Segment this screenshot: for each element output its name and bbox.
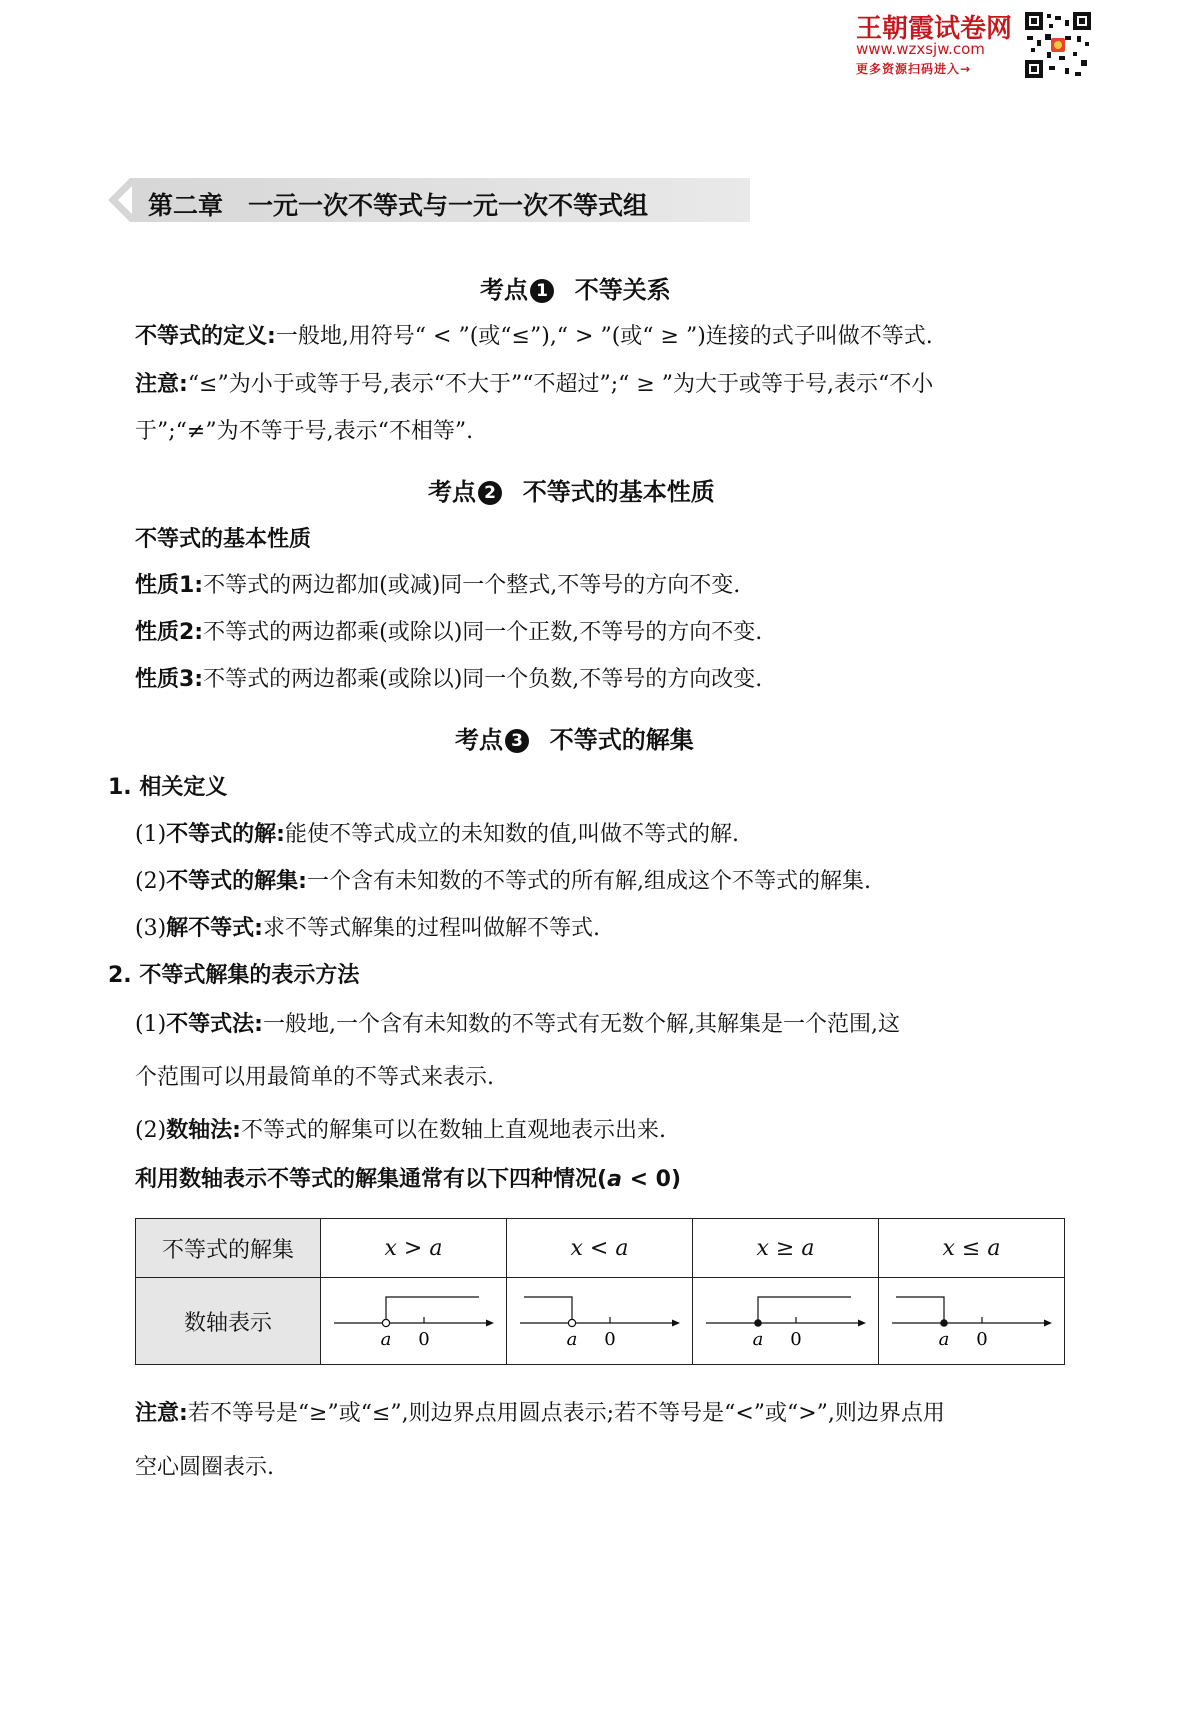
number-line-diagram <box>696 1283 876 1353</box>
property-label: 性质1: <box>135 573 204 598</box>
table-row <box>136 1219 1065 1278</box>
site-logo-title: 王朝霞试卷网 <box>856 14 1013 44</box>
property-label: 性质2: <box>135 620 204 645</box>
definition-item <box>135 911 600 942</box>
table-row-head: 不等式的解集 <box>136 1219 321 1278</box>
table-row <box>136 1278 1065 1365</box>
property-line <box>135 662 762 693</box>
item-label: 不等式的解集: <box>166 869 307 894</box>
item-label: 数轴法: <box>166 1118 241 1143</box>
axis-label-zero: 0 <box>603 1329 616 1350</box>
section-heading-2 <box>428 472 715 507</box>
number-line-diagram <box>882 1283 1062 1353</box>
axis-label-a: a <box>380 1329 391 1350</box>
item-label: 不等式的解: <box>166 822 285 847</box>
item-text: 不等式的解集可以在数轴上直观地表示出来. <box>240 1118 666 1143</box>
item-number: (2) <box>135 869 167 894</box>
definition-text: 一般地,用符号“ < ”(或“≤”),“ > ”(或“ ≥ ”)连接的式子叫做不等式. <box>275 324 933 349</box>
section-title: 不等关系 <box>574 276 671 304</box>
item-number: (1) <box>135 822 167 847</box>
note-label: 注意: <box>135 1401 188 1426</box>
note-line-continued: 空心圆圈表示. <box>135 1455 274 1480</box>
number-line-cell <box>507 1278 693 1365</box>
property-text: 不等式的两边都加(或减)同一个整式,不等号的方向不变. <box>203 573 741 598</box>
section-number-icon: 1 <box>530 279 554 303</box>
property-label: 性质3: <box>135 667 204 692</box>
number-line-diagram <box>324 1283 504 1353</box>
definition-label: 不等式的定义: <box>135 324 276 349</box>
number-line-cell <box>321 1278 507 1365</box>
section-title: 不等式的基本性质 <box>522 478 715 506</box>
subheading: 不等式的基本性质 <box>135 527 312 552</box>
property-text: 不等式的两边都乘(或除以)同一个负数,不等号的方向改变. <box>203 667 763 692</box>
table-cell-case: x ≥ a <box>693 1219 879 1278</box>
note-line <box>135 1396 945 1427</box>
site-logo-url: www.wzxsjw.com <box>856 40 985 58</box>
item-number: (1) <box>135 1012 167 1037</box>
method-line <box>135 1007 900 1038</box>
section-label: 考点 <box>428 478 476 506</box>
solution-set-table <box>135 1218 1065 1365</box>
number-line-cell <box>879 1278 1065 1365</box>
axis-label-zero: 0 <box>789 1329 802 1350</box>
property-text: 不等式的两边都乘(或除以)同一个正数,不等号的方向不变. <box>203 620 763 645</box>
table-row-head: 数轴表示 <box>136 1278 321 1365</box>
item-label: 不等式法: <box>166 1012 263 1037</box>
section-title: 不等式的解集 <box>549 726 694 754</box>
table-cell-case: x > a <box>321 1219 507 1278</box>
section-number-icon: 2 <box>478 481 502 505</box>
section-number-icon: 3 <box>505 729 529 753</box>
table-intro-end: < 0) <box>621 1167 682 1192</box>
chapter-title: 第二章 一元一次不等式与一元一次不等式组 <box>148 191 649 220</box>
number-line-cell <box>693 1278 879 1365</box>
table-intro <box>135 1162 681 1193</box>
table-intro-text: 利用数轴表示不等式的解集通常有以下四种情况( <box>135 1167 608 1192</box>
table-intro-var: a <box>607 1167 622 1192</box>
qr-code-icon <box>1025 12 1091 78</box>
property-line <box>135 615 762 646</box>
item-text: 一个含有未知数的不等式的所有解,组成这个不等式的解集. <box>306 869 871 894</box>
item-heading: 2. 不等式解集的表示方法 <box>108 963 360 988</box>
axis-label-a: a <box>566 1329 577 1350</box>
note-text: 若不等号是“≥”或“≤”,则边界点用圆点表示;若不等号是“<”或“>”,则边界点用 <box>187 1401 945 1426</box>
definition-item <box>135 817 739 848</box>
item-label: 解不等式: <box>166 916 263 941</box>
item-number: (2) <box>135 1118 167 1143</box>
section-label: 考点 <box>480 276 528 304</box>
note-line <box>135 367 933 398</box>
section-heading-3 <box>455 720 694 755</box>
item-text: 能使不等式成立的未知数的值,叫做不等式的解. <box>284 822 739 847</box>
section-heading-1 <box>480 270 671 305</box>
note-label: 注意: <box>135 372 188 397</box>
property-line <box>135 568 740 599</box>
axis-label-a: a <box>752 1329 763 1350</box>
table-cell-case: x < a <box>507 1219 693 1278</box>
method-line <box>135 1113 666 1144</box>
table-cell-case: x ≤ a <box>879 1219 1065 1278</box>
item-text: 求不等式解集的过程叫做解不等式. <box>262 916 600 941</box>
number-line-diagram <box>510 1283 690 1353</box>
item-text: 一般地,一个含有未知数的不等式有无数个解,其解集是一个范围,这 <box>262 1012 900 1037</box>
site-logo-tagline: 更多资源扫码进入→ <box>856 62 972 76</box>
note-line-continued: 于”;“≠”为不等于号,表示“不相等”. <box>135 419 474 444</box>
item-heading: 1. 相关定义 <box>108 775 228 800</box>
section-label: 考点 <box>455 726 503 754</box>
definition-line <box>135 319 933 350</box>
axis-label-zero: 0 <box>975 1329 988 1350</box>
axis-label-a: a <box>938 1329 949 1350</box>
axis-label-zero: 0 <box>417 1329 430 1350</box>
note-text: “≤”为小于或等于号,表示“不大于”“不超过”;“ ≥ ”为大于或等于号,表示“不小 <box>187 372 934 397</box>
method-line-continued: 个范围可以用最简单的不等式来表示. <box>135 1065 494 1090</box>
item-number: (3) <box>135 916 167 941</box>
definition-item <box>135 864 871 895</box>
